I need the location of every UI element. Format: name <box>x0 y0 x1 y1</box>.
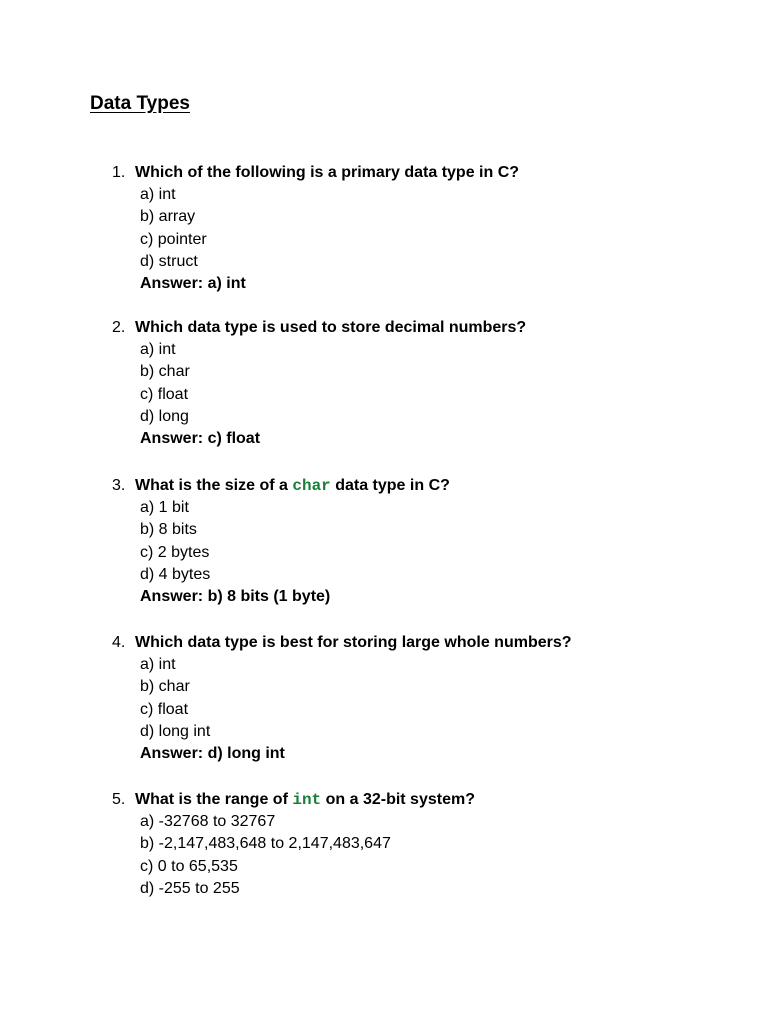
answer-option: b) char <box>140 678 190 696</box>
question-header <box>112 789 732 811</box>
answer-option: a) int <box>140 341 176 358</box>
question-text: Which data type is best for storing large whole numbers? <box>135 634 572 651</box>
correct-answer: Answer: b) 8 bits (1 byte) <box>140 588 331 606</box>
question-text: Which data type is used to store decimal numbers? <box>135 319 527 336</box>
question-item <box>112 475 732 608</box>
correct-answer: Answer: d) long int <box>140 745 285 763</box>
question-text-before: What is the size of a <box>135 477 293 494</box>
answer-option: c) float <box>140 385 189 403</box>
question-item <box>112 162 732 295</box>
question-text: Which of the following is a primary data type in C? <box>135 164 520 181</box>
question-text-after: on a 32-bit system? <box>321 791 475 808</box>
correct-answer: Answer: c) float <box>140 430 261 448</box>
answer-option: d) long <box>140 407 189 425</box>
answer-option: a) int <box>140 186 176 203</box>
question-text-after: data type in C? <box>330 477 450 494</box>
correct-answer: Answer: a) int <box>140 275 246 293</box>
question-text <box>135 475 450 497</box>
answer-option: c) float <box>140 700 189 718</box>
question-number: 1. <box>112 164 126 181</box>
answer-option: d) 4 bytes <box>140 565 211 583</box>
question-number: 3. <box>112 477 126 494</box>
answer-option: b) -2,147,483,648 to 2,147,483,647 <box>140 835 391 853</box>
question-header <box>112 162 732 184</box>
answer-option: b) array <box>140 208 196 226</box>
question-number: 4. <box>112 634 126 651</box>
question-item <box>112 632 732 765</box>
answer-option: d) long int <box>140 722 211 740</box>
question-number: 2. <box>112 319 126 336</box>
inline-code: char <box>292 477 331 495</box>
answer-option: a) 1 bit <box>140 499 189 516</box>
answer-option: d) -255 to 255 <box>140 879 240 897</box>
answer-option: b) 8 bits <box>140 521 197 539</box>
question-item <box>112 317 732 450</box>
question-header <box>112 632 732 654</box>
answer-option: d) struct <box>140 252 198 270</box>
question-header <box>112 475 732 497</box>
question-header <box>112 317 732 339</box>
question-number: 5. <box>112 791 126 808</box>
answer-option: c) 2 bytes <box>140 543 210 561</box>
page-title: Data Types <box>90 93 190 114</box>
question-text-before: What is the range of <box>135 791 293 808</box>
answer-option: c) 0 to 65,535 <box>140 857 238 875</box>
answer-option: a) -32768 to 32767 <box>140 813 276 830</box>
question-text <box>135 789 475 811</box>
question-item <box>112 789 732 900</box>
answer-option: b) char <box>140 363 190 381</box>
inline-code: int <box>292 791 322 809</box>
answer-option: a) int <box>140 656 176 673</box>
answer-option: c) pointer <box>140 230 207 248</box>
